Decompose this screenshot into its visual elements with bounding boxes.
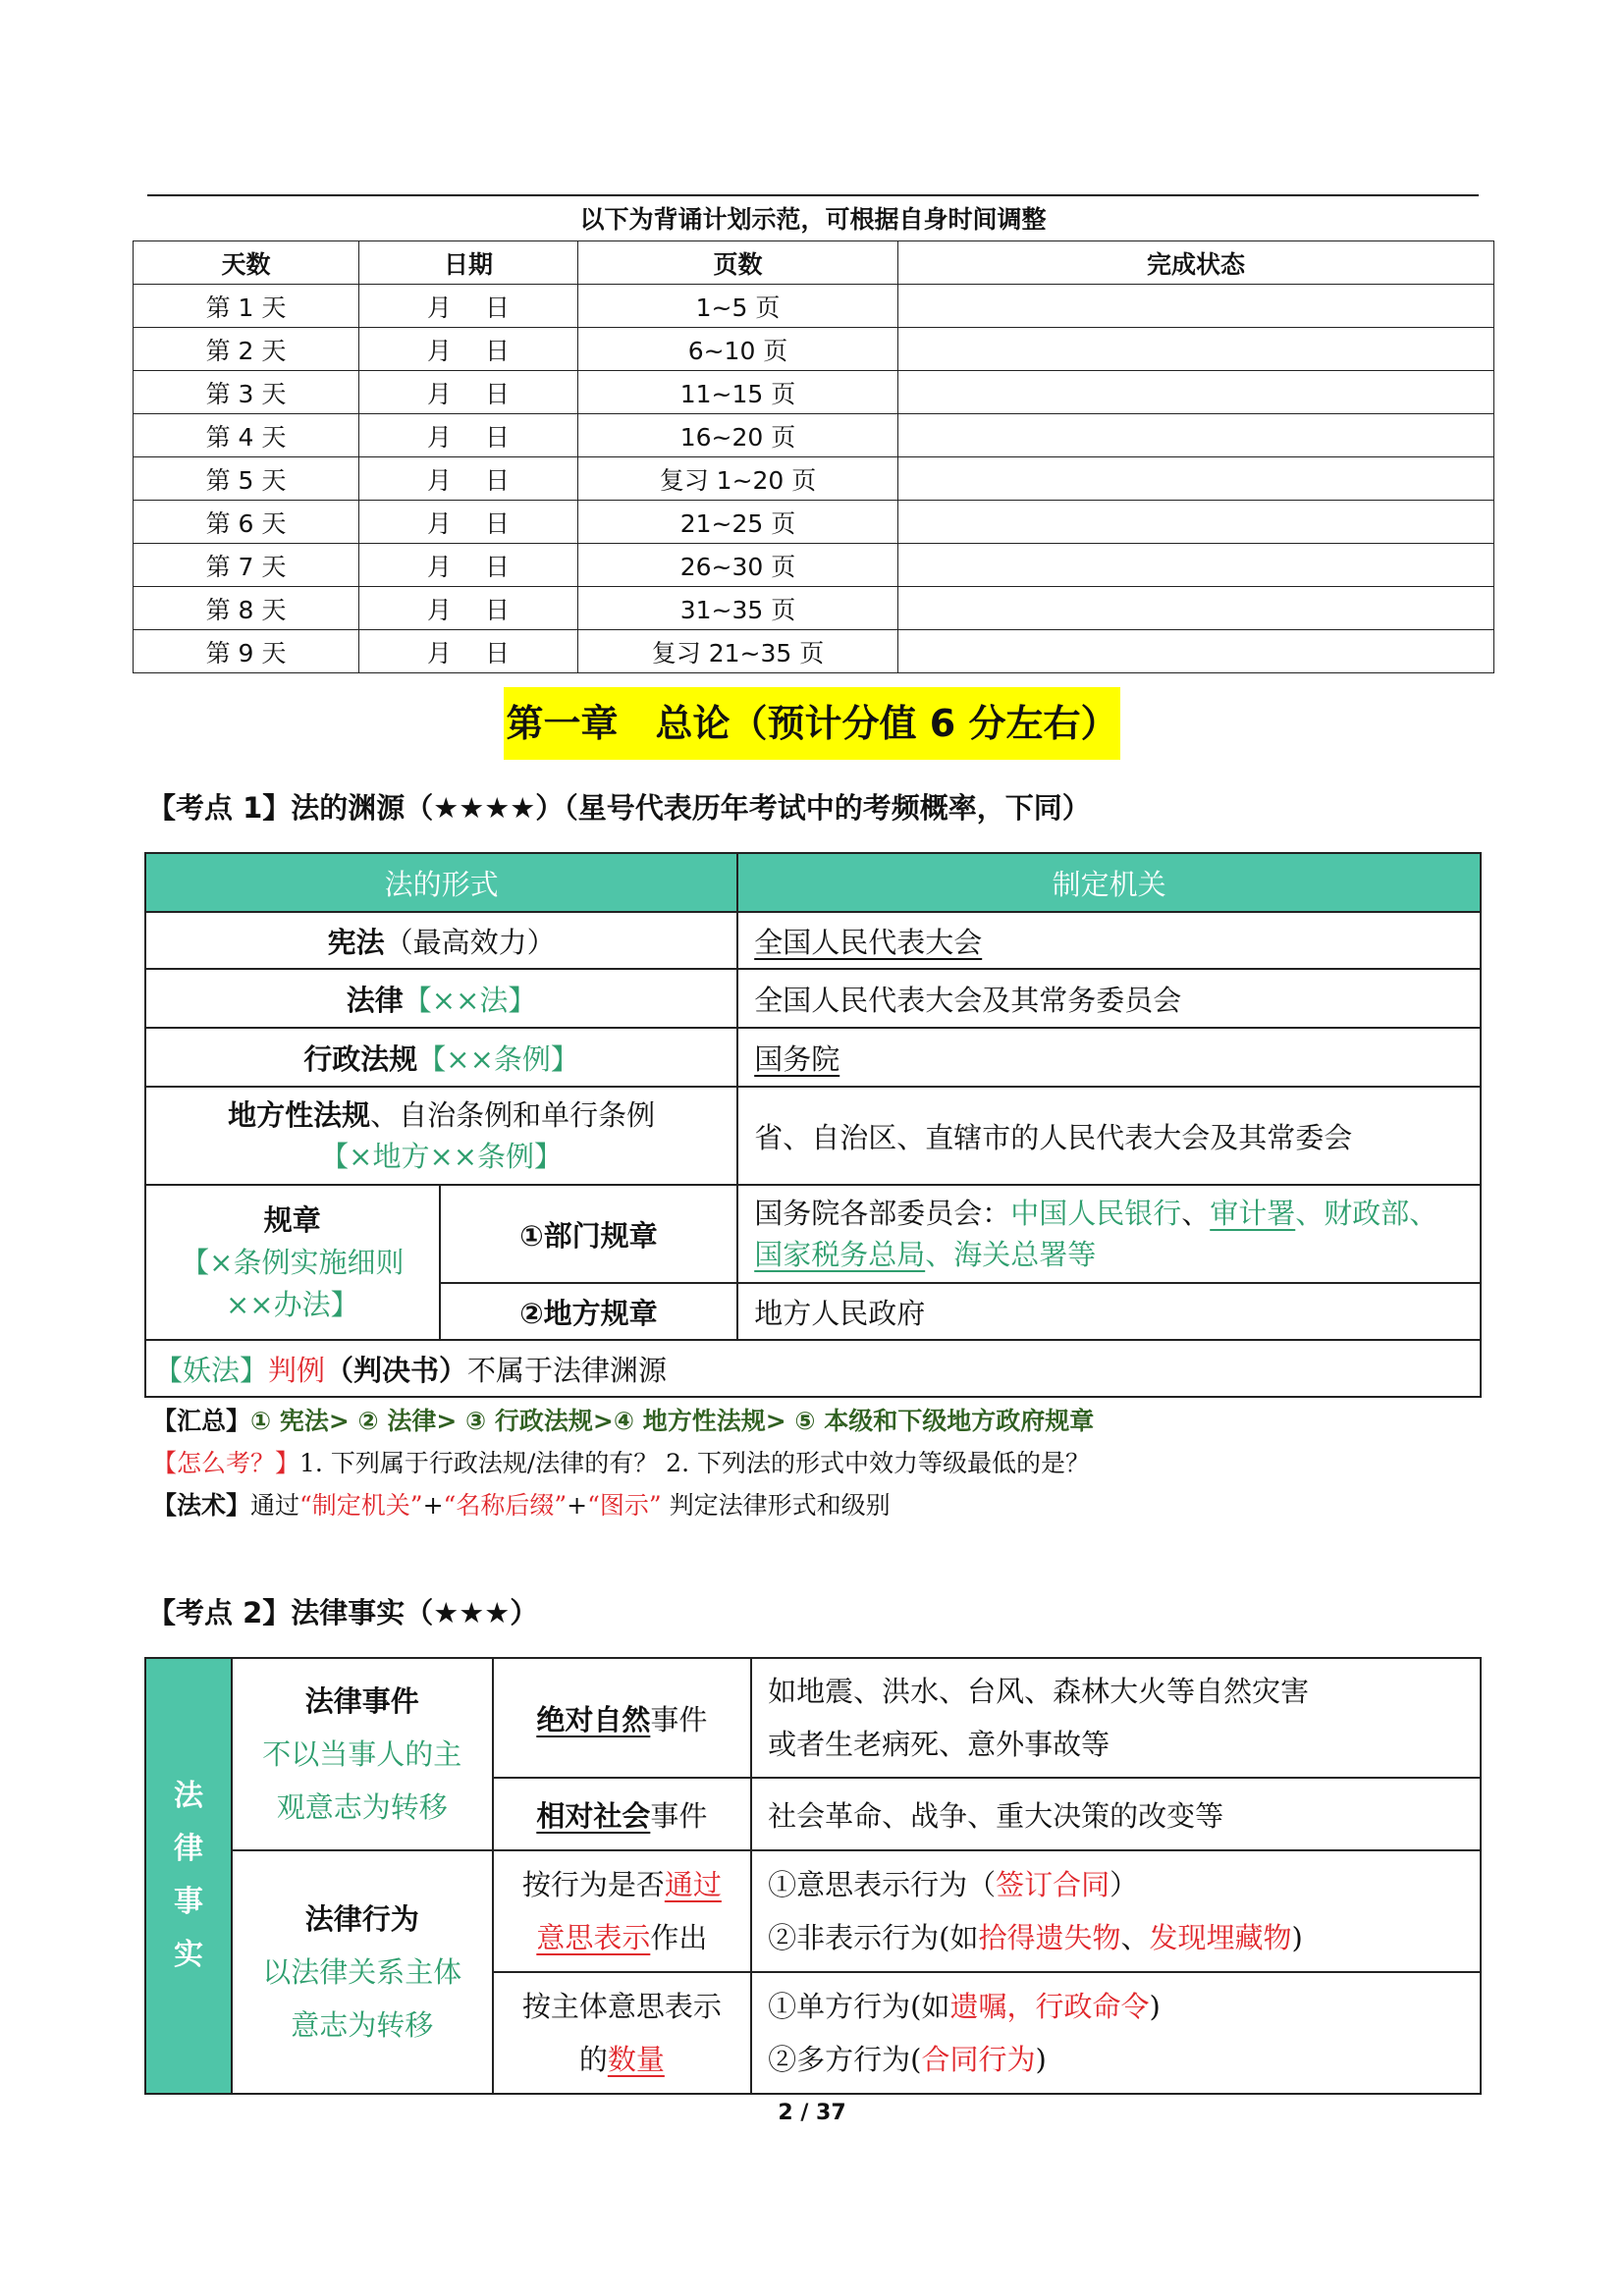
date-day: 日 [485,508,511,538]
form-name: 规章 [263,1202,321,1237]
act-criterion-2-items [751,1972,1481,2094]
page-number: 2 / 37 [778,2101,846,2125]
event-name: 法律事件 [304,1684,419,1718]
date-month: 月 [426,465,452,495]
rel-suffix: 事件 [650,1798,708,1833]
study-plan-table [133,240,1494,673]
plan-day: 第 6 天 [134,501,359,544]
header-rule [147,194,1479,196]
plan-status [898,630,1494,673]
item-red: 发现埋藏物 [1149,1921,1292,1954]
side-char: 法 [173,1779,203,1813]
header-organ: 制定机关 [737,853,1481,912]
date-month: 月 [426,552,452,581]
form-suffix: 【×地方××条例】 [320,1140,564,1173]
plan-body [134,285,1494,673]
summary-tag: 【汇总】 [152,1407,251,1435]
plan-status [898,544,1494,587]
plan-pages: 1~5 页 [578,285,898,328]
table-row [134,457,1494,501]
table-row [145,1028,1481,1087]
plan-day: 第 1 天 [134,285,359,328]
form-name: 行政法规 [303,1041,418,1076]
technique-plus: + [567,1491,588,1520]
table-row [145,1340,1481,1397]
item-text: ) [1291,1921,1303,1954]
organ-text: 国务院 [754,1041,840,1076]
abs-example: 或者生老病死、意外事故等 [768,1728,1110,1761]
criterion-text: 的 [578,2043,608,2076]
form-constitution [145,912,737,969]
item-text: ②非表示行为(如 [768,1921,979,1954]
plan-status [898,328,1494,371]
form-name-rest: 、自治条例和单行条例 [370,1098,656,1132]
table-row [134,285,1494,328]
plan-date [359,371,578,414]
header-day: 天数 [134,241,359,285]
side-label [145,1658,232,2094]
date-month: 月 [426,638,452,667]
plan-pages: 16~20 页 [578,414,898,457]
header-status: 完成状态 [898,241,1494,285]
legal-event-cell [232,1658,493,1850]
organ-local-reg: 省、自治区、直辖市的人民代表大会及其常委会 [737,1087,1481,1185]
table-header-row [134,241,1494,285]
item-red: 遗嘱，行政命令 [949,1990,1150,2023]
technique-pre: 通过 [250,1491,300,1520]
technique-post: 判定法律形式和级别 [661,1491,891,1520]
table-row [134,414,1494,457]
plan-pages: 26~30 页 [578,544,898,587]
plan-pages: 31~35 页 [578,587,898,630]
plan-day: 第 2 天 [134,328,359,371]
form-local-rules: ②地方规章 [440,1283,738,1340]
plan-date [359,544,578,587]
criterion-red: 意思表示 [536,1921,651,1954]
law-source-table [144,852,1482,1398]
howto-text: 1. 下列属于行政法规/法律的有？ 2. 下列法的形式中效力等级最低的是？ [299,1449,1090,1477]
table-row [145,1658,1481,1778]
trap-word: 判例 [268,1353,326,1387]
plan-status [898,414,1494,457]
organ-constitution [737,912,1481,969]
organ-audit: 审计署 [1210,1197,1296,1230]
technique-k1: “制定机关” [299,1491,423,1520]
organ-customs: 、海关总署等 [925,1238,1097,1271]
date-month: 月 [426,422,452,452]
plan-pages: 21~25 页 [578,501,898,544]
howto-note [152,1443,1090,1484]
organ-admin-reg [737,1028,1481,1087]
plan-caption: 以下为背诵计划示范，可根据自身时间调整 [579,205,1047,234]
form-suffix: 【××条例】 [417,1041,579,1076]
trap-tag: 【妖法】 [154,1353,269,1387]
organ-local-rules: 地方人民政府 [737,1283,1481,1340]
form-law [145,969,737,1028]
plan-status [898,501,1494,544]
header-form: 法的形式 [145,853,737,912]
rel-name: 相对社会 [536,1798,651,1833]
act-criterion-1 [493,1850,752,1972]
abs-example: 如地震、洪水、台风、森林大火等自然灾害 [768,1675,1310,1708]
section1-title: 【考点 1】法的渊源（★★★★）（星号代表历年考试中的考频概率，下同） [147,791,1091,825]
criterion-text: 作出 [650,1921,708,1954]
organ-finance: 、财政部、 [1295,1197,1438,1230]
legal-fact-table [144,1657,1482,2095]
organ-text: 全国人民代表大会 [754,925,983,959]
plan-pages: 复习 1~20 页 [578,457,898,501]
item-text: ） [1110,1868,1139,1901]
table-row [145,969,1481,1028]
plan-status [898,371,1494,414]
criterion-text: 按行为是否 [521,1868,665,1901]
table-row [134,328,1494,371]
plan-day: 第 7 天 [134,544,359,587]
plan-date [359,501,578,544]
table-row [134,544,1494,587]
criterion-text: 按主体意思表示 [521,1990,722,2023]
form-name: 宪法 [327,925,385,959]
plan-status [898,285,1494,328]
organ-law: 全国人民代表大会及其常务委员会 [737,969,1481,1028]
plan-day: 第 5 天 [134,457,359,501]
item-red: 拾得遗失物 [978,1921,1121,1954]
summary-note [152,1401,1094,1442]
relative-event-examples: 社会革命、战争、重大决策的改变等 [751,1778,1481,1850]
plan-day: 第 3 天 [134,371,359,414]
trap-note [145,1340,1481,1397]
item-red: 签订合同 [996,1868,1110,1901]
side-char: 实 [173,1938,203,1972]
act-name: 法律行为 [304,1902,419,1936]
item-text: 、 [1120,1921,1150,1954]
item-text: ②多方行为( [768,2043,922,2076]
plan-date [359,285,578,328]
organ-tax: 国家税务总局 [754,1238,926,1271]
technique-k3: “图示” [587,1491,662,1520]
item-text: ) [1149,1990,1161,2023]
form-rules [145,1185,440,1340]
trap-rest: 不属于法律渊源 [467,1353,668,1387]
date-day: 日 [485,422,511,452]
table-row [134,371,1494,414]
plan-day: 第 4 天 [134,414,359,457]
plan-status [898,587,1494,630]
act-criterion-1-items [751,1850,1481,1972]
table-row [134,501,1494,544]
item-red: 合同行为 [921,2043,1036,2076]
table-row [134,630,1494,673]
trap-paren: （判决书） [325,1353,468,1387]
act-desc: 意志为转移 [291,2008,434,2042]
technique-tag: 【法术】 [152,1491,251,1520]
abs-suffix: 事件 [650,1702,708,1736]
date-day: 日 [485,336,511,365]
event-desc: 观意志为转移 [276,1790,448,1824]
absolute-event-cell [493,1658,752,1778]
item-text: ①意思表示行为（ [768,1868,997,1901]
table-row [145,1185,1481,1283]
table-row [145,912,1481,969]
form-admin-reg [145,1028,737,1087]
technique-note [152,1485,891,1526]
date-month: 月 [426,336,452,365]
date-day: 日 [485,379,511,408]
organ-sep: 、 [1181,1197,1211,1230]
chapter-title: 第一章 总论（预计分值 6 分左右） [504,687,1120,760]
plan-date [359,328,578,371]
table-row [145,1850,1481,1972]
header-date: 日期 [359,241,578,285]
date-day: 日 [485,465,511,495]
date-day: 日 [485,595,511,624]
form-suffix: 【××法】 [403,983,537,1017]
plan-date [359,457,578,501]
form-name: 法律 [346,983,404,1017]
act-desc: 以法律关系主体 [262,1955,462,1989]
absolute-event-examples [751,1658,1481,1778]
date-month: 月 [426,508,452,538]
plan-pages: 6~10 页 [578,328,898,371]
form-note: （最高效力） [384,925,556,959]
criterion-red: 数量 [607,2043,665,2076]
technique-k2: “名称后缀” [443,1491,568,1520]
form-name: 地方性法规 [228,1098,371,1132]
abs-name: 绝对自然 [536,1702,651,1736]
plan-status [898,457,1494,501]
plan-date [359,414,578,457]
relative-event-cell [493,1778,752,1850]
table-header-row [145,853,1481,912]
technique-plus: + [422,1491,444,1520]
legal-act-cell [232,1850,493,2094]
date-month: 月 [426,293,452,322]
howto-tag: 【怎么考？】 [152,1449,300,1477]
side-char: 律 [173,1832,203,1866]
plan-date [359,587,578,630]
plan-pages: 复习 21~35 页 [578,630,898,673]
organ-pboc: 中国人民银行 [1010,1197,1182,1230]
date-day: 日 [485,552,511,581]
date-month: 月 [426,595,452,624]
table-row [134,587,1494,630]
form-suffix-1: 【×条例实施细则 [181,1245,405,1279]
plan-date [359,630,578,673]
section2-title: 【考点 2】法律事实（★★★） [147,1596,539,1629]
side-char: 事 [173,1885,203,1919]
plan-pages: 11~15 页 [578,371,898,414]
item-text: ) [1035,2043,1047,2076]
date-month: 月 [426,379,452,408]
form-dept-rules: ①部门规章 [440,1185,738,1283]
form-local-reg [145,1087,737,1185]
event-desc: 不以当事人的主 [262,1737,462,1771]
table-row [145,1087,1481,1185]
summary-text: ① 宪法> ② 法律> ③ 行政法规>④ 地方性法规> ⑤ 本级和下级地方政府规章 [250,1407,1095,1435]
header-pages: 页数 [578,241,898,285]
item-text: ①单方行为(如 [768,1990,950,2023]
date-day: 日 [485,638,511,667]
organ-prefix: 国务院各部委员会： [754,1197,1011,1230]
plan-day: 第 8 天 [134,587,359,630]
form-suffix-2: ××办法】 [226,1287,359,1321]
plan-day: 第 9 天 [134,630,359,673]
criterion-red: 通过 [664,1868,722,1901]
date-day: 日 [485,293,511,322]
organ-dept-rules [737,1185,1481,1283]
act-criterion-2 [493,1972,752,2094]
